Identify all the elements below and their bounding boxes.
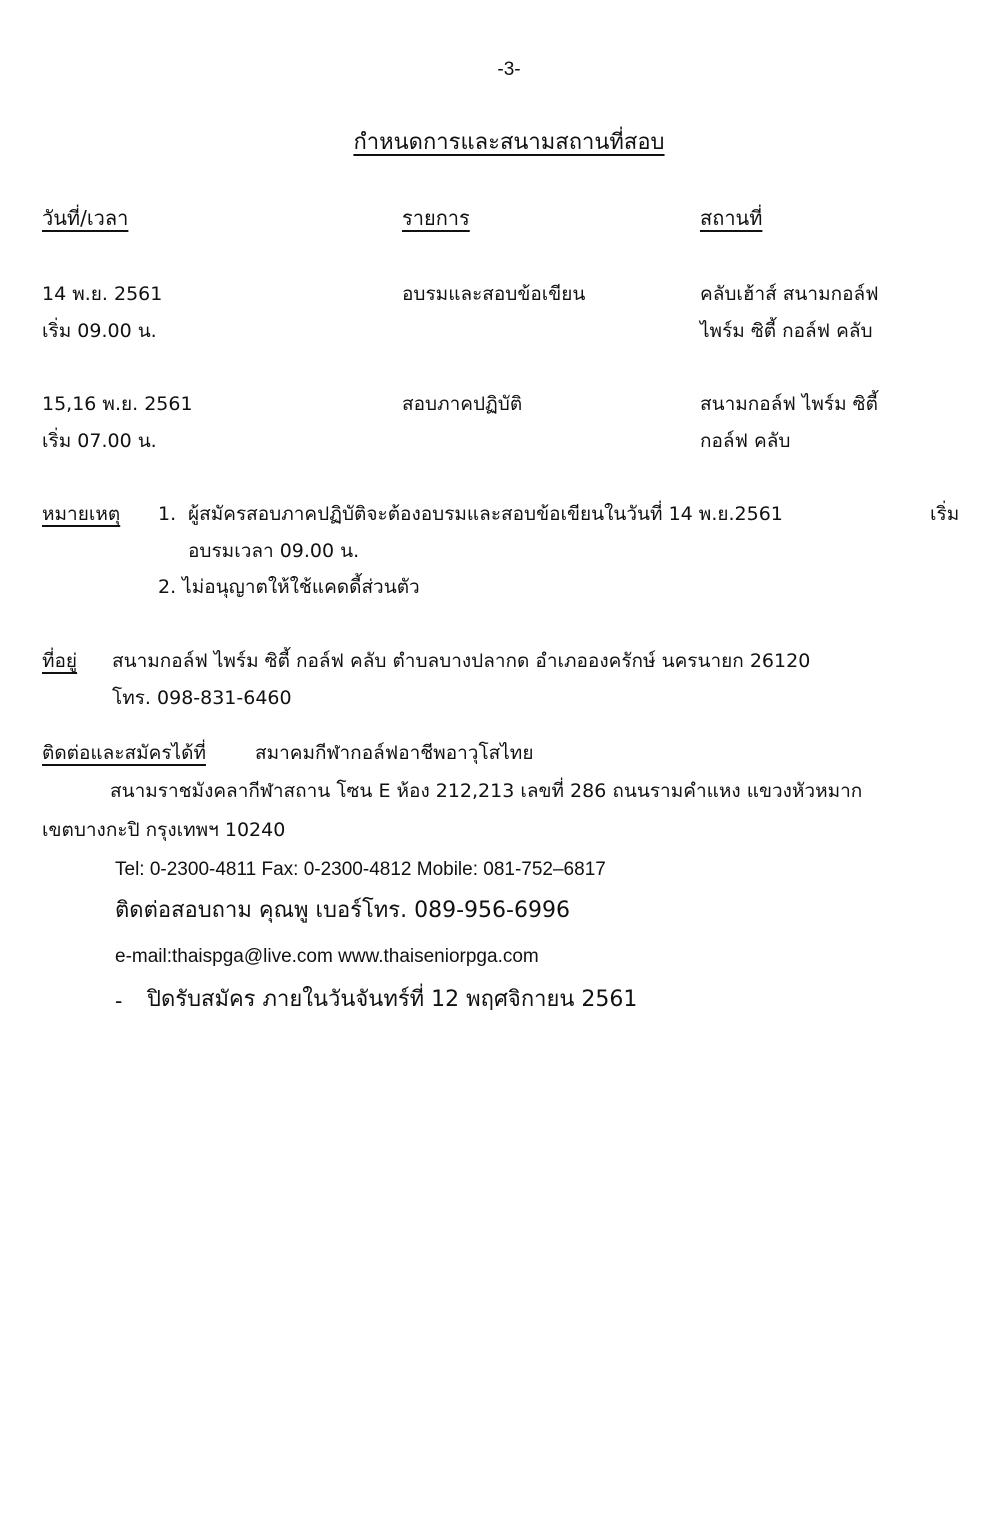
contact-inquiry: ติดต่อสอบถาม คุณพู เบอร์โทร. 089-956-6996 bbox=[115, 898, 570, 923]
row-time: เริ่ม 09.00 น. bbox=[42, 320, 157, 342]
contact-phones: Tel: 0-2300-4811 Fax: 0-2300-4812 Mobile: 081-752–6817 bbox=[115, 859, 606, 880]
row-date: 15,16 พ.ย. 2561 bbox=[42, 393, 193, 415]
notes-label: หมายเหตุ bbox=[42, 503, 121, 525]
contact-organization: สมาคมกีฬากอล์ฟอาชีพอาวุโสไทย bbox=[255, 742, 534, 764]
deadline-bullet: - bbox=[115, 988, 123, 1013]
row-item: สอบภาคปฏิบัติ bbox=[402, 393, 523, 415]
note-1-text-end: เริ่ม bbox=[930, 503, 960, 525]
contact-address-line2: เขตบางกะปิ กรุงเทพฯ 10240 bbox=[42, 819, 286, 841]
contact-address-line1: สนามราชมังคลากีฬาสถาน โซน E ห้อง 212,213 เลขที่ 286 ถนนรามคำแหง แขวงหัวหมาก bbox=[110, 780, 863, 802]
row-place-line1: คลับเฮ้าส์ สนามกอล์ฟ bbox=[700, 283, 879, 305]
registration-deadline: ปิดรับสมัคร ภายในวันจันทร์ที่ 12 พฤศจิกายน 2561 bbox=[147, 987, 638, 1012]
row-time: เริ่ม 07.00 น. bbox=[42, 430, 157, 452]
address-label: ที่อยู่ bbox=[42, 650, 78, 672]
contact-email-website: e-mail:thaispga@live.com www.thaiseniorpga.com bbox=[115, 946, 539, 967]
row-date: 14 พ.ย. 2561 bbox=[42, 283, 163, 305]
address-phone: โทร. 098-831-6460 bbox=[112, 687, 292, 709]
page-title bbox=[0, 132, 1000, 154]
note-1-text: ผู้สมัครสอบภาคปฏิบัติจะต้องอบรมและสอบข้อเขียนในวันที่ 14 พ.ย.2561 bbox=[188, 503, 783, 525]
page-title-text: กำหนดการและสนามสถานที่สอบ bbox=[353, 130, 665, 155]
header-item: รายการ bbox=[402, 206, 470, 230]
row-place-line1: สนามกอล์ฟ ไพร์ม ซิตี้ bbox=[700, 393, 878, 415]
header-place: สถานที่ bbox=[700, 206, 763, 230]
note-1-text-cont: อบรมเวลา 09.00 น. bbox=[188, 540, 360, 562]
note-2-text: 2. ไม่อนุญาตให้ใช้แคดดี้ส่วนตัว bbox=[158, 576, 420, 598]
row-place-line2: กอล์ฟ คลับ bbox=[700, 430, 791, 452]
address-line: สนามกอล์ฟ ไพร์ม ซิตี้ กอล์ฟ คลับ ตำบลบางปลากด อำเภอองครักษ์ นครนายก 26120 bbox=[112, 650, 811, 672]
contact-label: ติดต่อและสมัครได้ที่ bbox=[42, 742, 206, 764]
row-place-line2: ไพร์ม ซิตี้ กอล์ฟ คลับ bbox=[700, 320, 873, 342]
note-1-number: 1. bbox=[158, 503, 177, 525]
row-item: อบรมและสอบข้อเขียน bbox=[402, 283, 586, 305]
page-number: -3- bbox=[497, 59, 521, 80]
header-date-time: วันที่/เวลา bbox=[42, 206, 129, 230]
